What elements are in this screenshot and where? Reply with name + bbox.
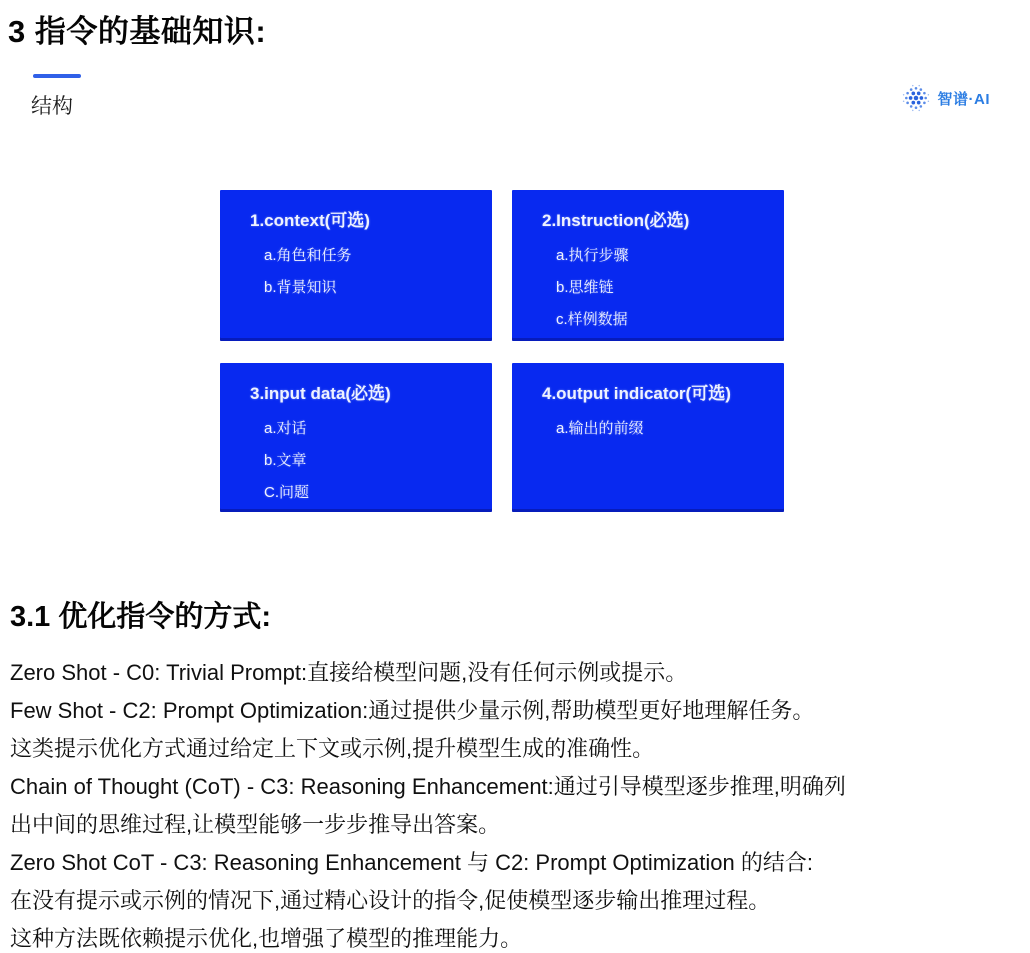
- structure-label: 结构: [31, 95, 73, 118]
- text-line: Zero Shot CoT - C3: Reasoning Enhancement 与 C2: Prompt Optimization 的结合:: [10, 850, 813, 875]
- box-item: c.样例数据: [556, 311, 628, 328]
- accent-underline: [33, 74, 81, 78]
- body-text: [10, 654, 1020, 953]
- text-line: Zero Shot - C0: Trivial Prompt:直接给模型问题,没有任何示例或提示。: [10, 660, 688, 685]
- output-indicator-box: [512, 363, 784, 512]
- box-item: a.对话: [264, 420, 307, 437]
- context-box: [220, 190, 492, 341]
- text-line: 这种方法既依赖提示优化,也增强了模型的推理能力。: [10, 926, 523, 951]
- input-data-box: [220, 363, 492, 512]
- box-item: a.角色和任务: [264, 247, 352, 264]
- zhipu-logo: [902, 84, 991, 112]
- text-line: 这类提示优化方式通过给定上下文或示例,提升模型生成的准确性。: [10, 736, 655, 761]
- box-item: a.输出的前缀: [556, 420, 644, 437]
- section-heading: 3 指令的基础知识:: [8, 14, 267, 49]
- box-item: b.思维链: [556, 279, 614, 296]
- logo-text: 智谱·AI: [937, 90, 990, 108]
- structure-diagram: [220, 190, 784, 512]
- box-item: b.背景知识: [264, 279, 337, 296]
- text-line: 在没有提示或示例的情况下,通过精心设计的指令,促使模型逐步输出推理过程。: [10, 888, 771, 913]
- box-title: 1.context(可选): [250, 211, 370, 230]
- box-title: 4.output indicator(可选): [542, 384, 731, 403]
- box-title: 2.Instruction(必选): [542, 211, 690, 230]
- instruction-box: [512, 190, 784, 341]
- box-item: a.执行步骤: [556, 247, 629, 264]
- text-line: Chain of Thought (CoT) - C3: Reasoning Enhancement:通过引导模型逐步推理,明确列: [10, 774, 846, 799]
- box-item: C.问题: [264, 484, 310, 501]
- text-line: Few Shot - C2: Prompt Optimization:通过提供少量示例,帮助模型更好地理解任务。: [10, 698, 815, 723]
- text-line: 出中间的思维过程,让模型能够一步步推导出答案。: [10, 812, 501, 837]
- box-item: b.文章: [264, 452, 307, 469]
- subsection-heading: 3.1 优化指令的方式:: [10, 601, 272, 633]
- box-title: 3.input data(必选): [250, 384, 391, 403]
- dot-cluster-icon: [902, 84, 930, 112]
